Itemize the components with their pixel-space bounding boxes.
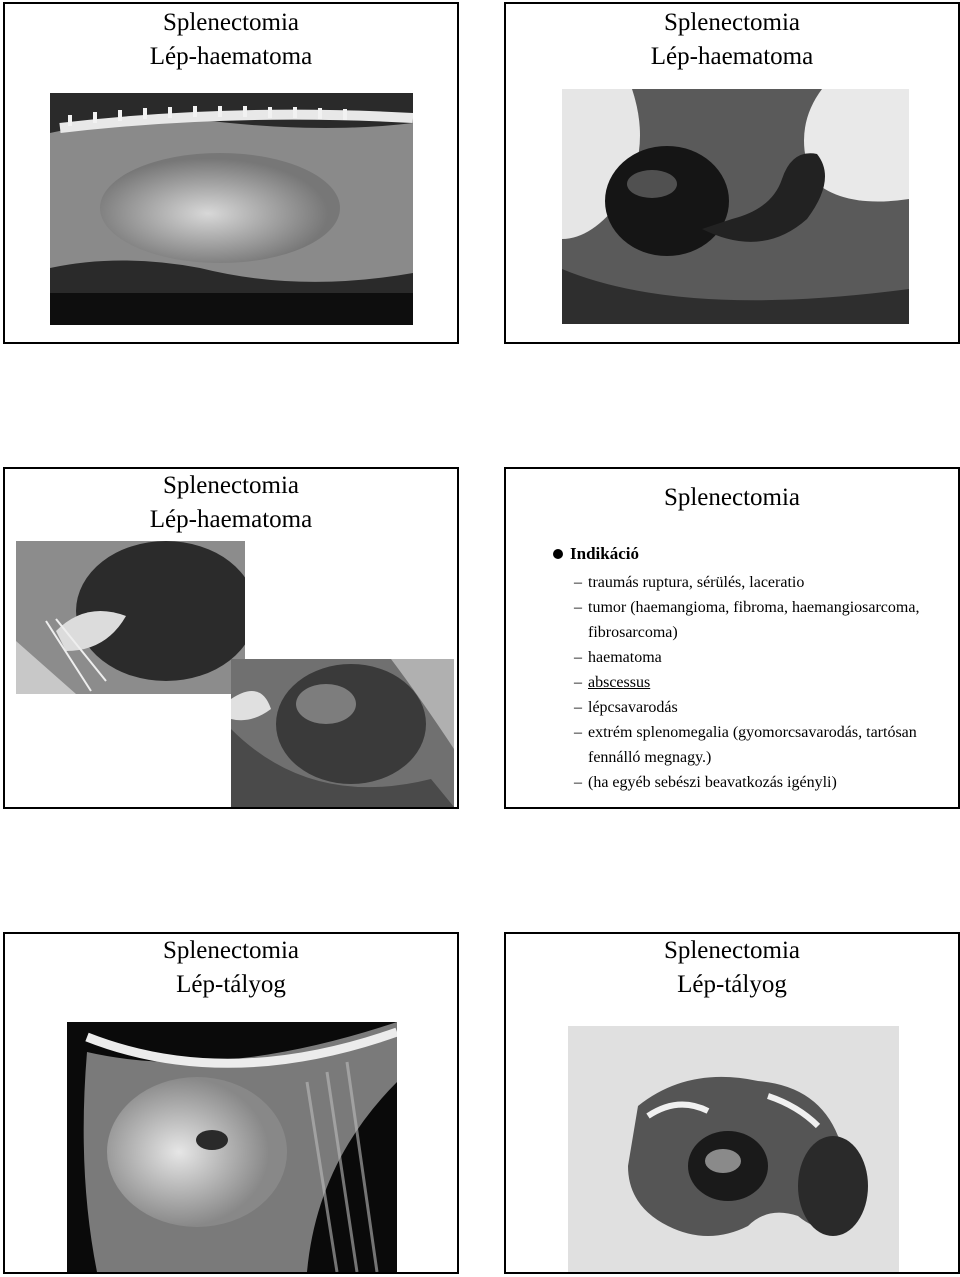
slide-subtitle: Lép-tályog	[677, 971, 787, 998]
slide-subtitle: Lép-haematoma	[650, 43, 814, 70]
excised-spleen-photo	[568, 1026, 899, 1273]
list-item: – abscessus	[574, 674, 651, 691]
slide-title: Splenectomia	[162, 937, 300, 964]
list-item-continuation: fibrosarcoma)	[588, 624, 678, 641]
surgical-photo-2	[231, 659, 454, 807]
spleen-photo	[562, 89, 909, 324]
list-item: – traumás ruptura, sérülés, laceratio	[574, 574, 805, 591]
slide-6	[504, 932, 960, 1274]
surgical-photo-1	[16, 541, 245, 694]
slide-subtitle: Lép-haematoma	[149, 506, 313, 533]
indication-bullet: Indikáció	[550, 541, 960, 566]
slide-title: Splenectomia	[663, 9, 801, 36]
list-item: – haematoma	[574, 649, 662, 666]
slide-title: Splenectomia	[162, 472, 300, 499]
slide-subtitle: Lép-tályog	[176, 971, 286, 998]
slide-5	[3, 932, 459, 1274]
list-item-continuation: fennálló megnagy.)	[588, 749, 712, 766]
slide-4	[504, 467, 960, 809]
slide-3	[3, 467, 459, 809]
slide-1	[3, 2, 459, 344]
bullet-dot-icon	[553, 549, 563, 559]
slide-subtitle: Lép-haematoma	[149, 43, 313, 70]
list-item: – (ha egyéb sebészi beavatkozás igényli)	[574, 774, 837, 791]
xray-image	[67, 1022, 397, 1272]
slide-title: Splenectomia	[663, 484, 801, 511]
indication-list	[550, 541, 960, 795]
list-item: – lépcsavarodás	[574, 699, 678, 716]
xray-image	[50, 93, 413, 325]
slide-2	[504, 2, 960, 344]
list-item: – extrém splenomegalia (gyomorcsavarodás, tartósan	[574, 724, 917, 741]
slide-title: Splenectomia	[162, 9, 300, 36]
slide-title: Splenectomia	[663, 937, 801, 964]
list-item: – tumor (haemangioma, fibroma, haemangiosarcoma,	[574, 599, 920, 616]
